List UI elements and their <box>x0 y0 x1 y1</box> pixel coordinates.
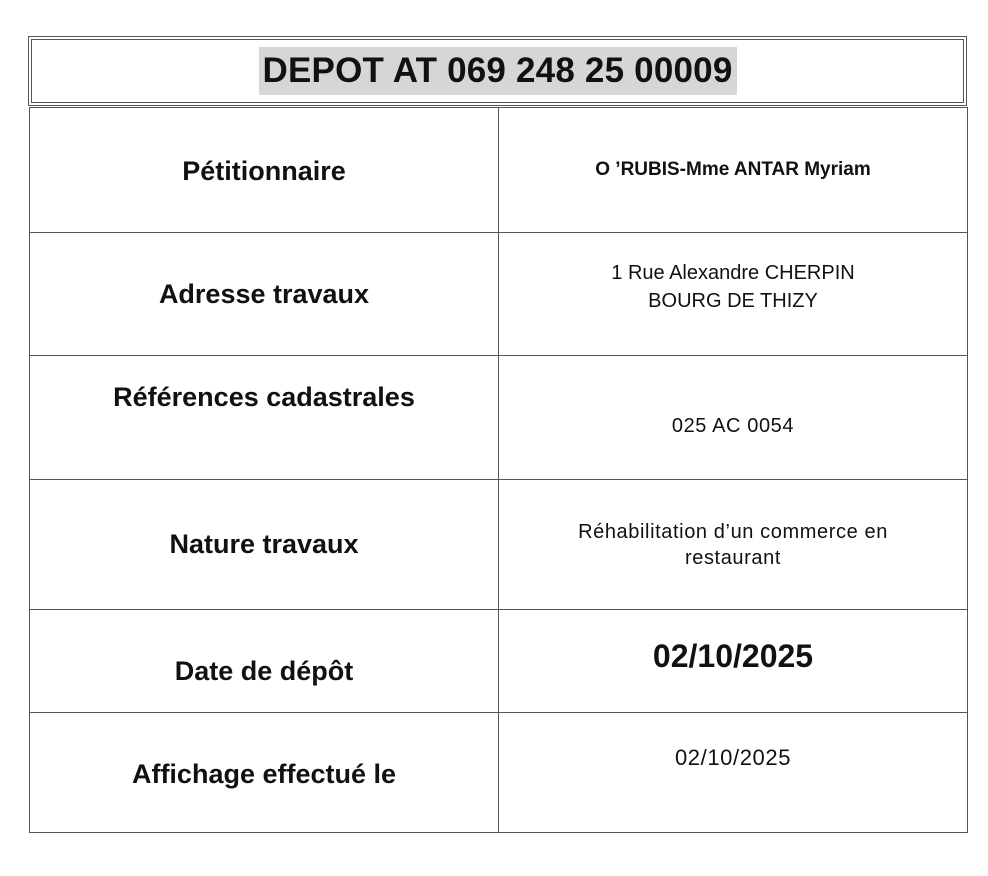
date-depot-value: 02/10/2025 <box>652 638 814 674</box>
label-cell <box>30 610 499 712</box>
page-title: DEPOT AT 069 248 25 00009 <box>259 47 737 95</box>
petitionnaire-value: O ’RUBIS-Mme ANTAR Myriam <box>595 159 871 180</box>
row-label-references: Références cadastrales <box>113 382 415 412</box>
label-cell <box>30 233 499 355</box>
table-row-affichage <box>30 712 967 832</box>
nature-line-2: restaurant <box>684 546 782 569</box>
row-label-affichage: Affichage effectué le <box>131 759 397 789</box>
value-cell <box>499 713 967 832</box>
references-value: 025 AC 0054 <box>671 414 795 437</box>
label-cell <box>30 480 499 609</box>
value-cell <box>499 233 967 355</box>
value-cell <box>499 610 967 712</box>
row-label-date-depot: Date de dépôt <box>174 655 354 686</box>
table-row-references <box>30 355 967 479</box>
value-cell <box>499 356 967 479</box>
table-row-date-depot <box>30 609 967 712</box>
header-inner-frame <box>31 39 964 103</box>
nature-line-1: Réhabilitation d’un commerce en <box>578 520 888 543</box>
info-table <box>29 107 968 833</box>
adresse-line-2: BOURG DE THIZY <box>648 290 818 312</box>
label-cell <box>30 108 499 232</box>
row-label-adresse: Adresse travaux <box>158 278 370 309</box>
table-row-nature <box>30 479 967 609</box>
row-label-nature: Nature travaux <box>169 529 359 559</box>
label-cell <box>30 713 499 832</box>
label-cell <box>30 356 499 479</box>
row-label-petitionnaire: Pétitionnaire <box>182 155 346 186</box>
affichage-value: 02/10/2025 <box>674 745 792 770</box>
adresse-line-1: 1 Rue Alexandre CHERPIN <box>611 262 855 284</box>
table-row-petitionnaire <box>30 108 967 232</box>
header-box <box>28 36 967 106</box>
value-cell <box>499 108 967 232</box>
table-row-adresse <box>30 232 967 355</box>
value-cell <box>499 480 967 609</box>
